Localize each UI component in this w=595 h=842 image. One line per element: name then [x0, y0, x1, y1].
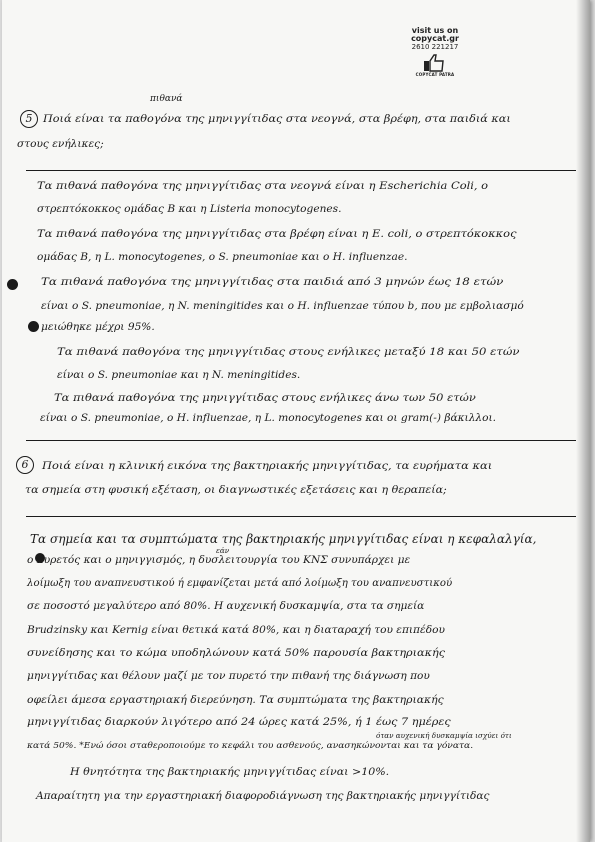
- q6-answer-line-11: Η θνητότητα της βακτηριακής μηνιγγίτιδας είναι >10%.: [70, 766, 390, 778]
- q5-title-line-2: στους ενήλικες;: [17, 138, 104, 150]
- q5-title-line-1: Ποιά είναι τα παθογόνα της μηνιγγίτιδας στα νεογνά, στα βρέφη, στα παιδιά και: [43, 113, 511, 125]
- scan-edge-shadow: [576, 0, 590, 842]
- q5-answer-line-3: Τα πιθανά παθογόνα της μηνιγγίτιδας στα βρέφη είναι η E. coli, ο στρεπτόκοκκος: [37, 228, 517, 240]
- copyshop-stamp: [390, 27, 480, 77]
- q6-divider: [26, 516, 576, 517]
- q6-answer-line-7: μηνιγγίτιδας και θέλουν μαζί με τον πυρετό την πιθανή της διάγνωση που: [27, 670, 430, 682]
- q5-insertion: πιθανά: [150, 94, 183, 104]
- q5-answer-line-10: Τα πιθανά παθογόνα της μηνιγγίτιδας στους ενήλικες άνω των 50 ετών: [54, 392, 476, 404]
- q5-divider: [26, 170, 576, 171]
- q5-answer-line-1: Τα πιθανά παθογόνα της μηνιγγίτιδας στα νεογνά είναι η Escherichia Coli, ο: [37, 180, 489, 192]
- q6-answer-line-2: ο πυρετός και ο μηνιγγισμός, η δυσλειτουργία του ΚΝΣ συνυπάρχει με: [27, 554, 411, 566]
- q5-answer-line-8: Τα πιθανά παθογόνα της μηνιγγίτιδας στους ενήλικες μεταξύ 18 και 50 ετών: [57, 346, 520, 358]
- stamp-line-1: visit us on: [411, 26, 459, 35]
- q6-answer-line-6: συνείδησης και το κώμα υποδηλώνουν κατά 50% παρουσία βακτηριακής: [27, 647, 446, 659]
- section-divider: [26, 440, 576, 441]
- q5-answer-line-6: είναι ο S. pneumoniae, η N. meningitides και ο H. influenzae τύπου b, που με εμβολιασμό: [41, 300, 524, 312]
- q6-answer-line-4: σε ποσοστό μεγαλύτερο από 80%. Η αυχενική δυσκαμψία, στα τα σημεία: [27, 600, 425, 612]
- q5-answer-line-9: είναι ο S. pneumoniae και η N. meningitides.: [57, 369, 301, 381]
- q5-answer-line-2: στρεπτόκοκκος ομάδας Β και η Listeria monocytogenes.: [37, 203, 342, 215]
- q6-answer-line-5: Brudzinsky και Kernig είναι θετικά κατά 80%, και η διαταραχή του επιπέδου: [27, 624, 445, 636]
- q6-answer-line-9: μηνιγγίτιδας διαρκούν λιγότερο από 24 ώρες κατά 25%, ή 1 έως 7 ημέρες: [27, 716, 451, 728]
- q5-answer-line-11: είναι ο S. pneumoniae, ο H. influenzae, η L. monocytogenes και οι gram(-) βάκιλλοι.: [40, 412, 497, 424]
- q5-answer-line-7: μειώθηκε μέχρι 95%.: [41, 321, 155, 333]
- q6-title-line-1: Ποιά είναι η κλινική εικόνα της βακτηριακής μηνιγγίτιδας, τα ευρήματα και: [42, 460, 493, 472]
- q6-answer-line-12: Απαραίτητη για την εργαστηριακή διαφοροδιάγνωση της βακτηριακής μηνιγγίτιδας: [36, 790, 490, 802]
- q6-answer-line-10: κατά 50%. *Ενώ όσοι σταθεροποιούμε το κεφάλι του ασθενούς, ανασηκώνονται και τα γόνατα.: [27, 741, 474, 751]
- q6-title-line-2: τα σημεία στη φυσική εξέταση, οι διαγνωστικές εξετάσεις και η θεραπεία;: [25, 484, 447, 496]
- q6-margin-note: όταν αυχενική δυσκαμψία ισχύει ότι: [376, 731, 512, 740]
- q6-answer-line-1: Τα σημεία και τα συμπτώματα της βακτηριακής μηνιγγίτιδας είναι η κεφαλαλγία,: [30, 532, 537, 546]
- thumbs-up-icon: [422, 53, 448, 73]
- stamp-line-2: copycat.gr: [411, 34, 459, 44]
- q5-answer-line-4: ομάδας Β, η L. monocytogenes, ο S. pneumoniae και ο H. influenzae.: [37, 251, 408, 263]
- q6-answer-line-3: λοίμωξη του αναπνευστικού ή εμφανίζεται μετά από λοίμωξη του αναπνευστικού: [27, 577, 453, 589]
- scanned-page: [2, 0, 590, 842]
- q6-answer-line-8: οφείλει άμεσα εργαστηριακή διερεύνηση. Τα συμπτώματα της βακτηριακής: [27, 694, 444, 706]
- punch-hole: [7, 279, 18, 290]
- punch-hole: [28, 321, 39, 332]
- q6-insertion: εάν: [216, 546, 230, 555]
- q5-number: 5: [20, 110, 38, 128]
- stamp-caption: COPYCAT PATRA: [415, 72, 455, 78]
- q6-number: 6: [16, 456, 34, 474]
- q5-answer-line-5: Τα πιθανά παθογόνα της μηνιγγίτιδας στα παιδιά από 3 μηνών έως 18 ετών: [41, 276, 504, 288]
- stamp-phone: 2610 221217: [411, 42, 459, 51]
